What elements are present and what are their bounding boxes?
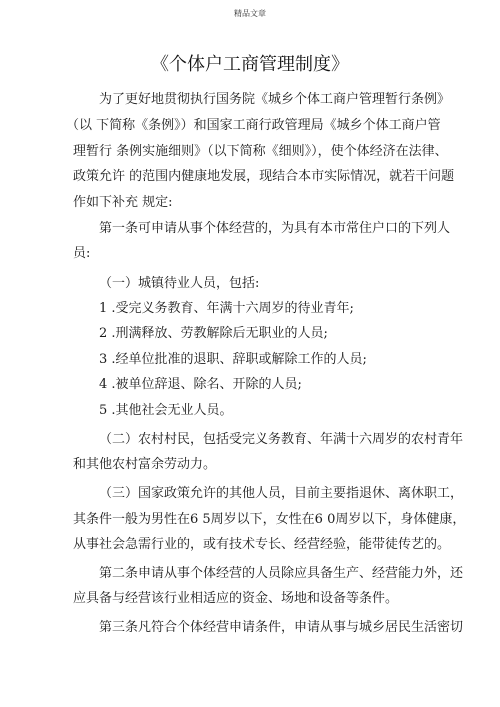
document-title: 《个体户工商管理制度》	[151, 54, 349, 75]
body-line: 从事社会急需行业的，或有技术专长、经营经验，能带徒传艺的。	[73, 537, 451, 552]
body-line: 其条件一般为男性在6 5周岁以下，女性在6 0周岁以下，身体健康，	[73, 512, 466, 527]
body-line: 第一条可申请从事个体经营的，为具有本市常住户口的下列人	[99, 221, 451, 236]
body-line: 理暂行 条例实施细则》（以下简称《细则》），使个体经济在法律、	[73, 144, 448, 159]
body-line: （三）国家政策允许的其他人员，目前主要指退休、离休职工，	[99, 486, 464, 501]
body-line: 应具备与经营该行业相适应的资金、场地和设备等条件。	[73, 591, 399, 606]
body-line: 4 .被单位辞退、除名、开除的人员;	[99, 377, 302, 392]
header-label: 精品文章	[234, 9, 266, 18]
body-line: 5 .其他社会无业人员。	[99, 403, 233, 418]
body-line: 1 .受完义务教育、年满十六周岁的待业青年;	[99, 301, 354, 316]
body-line: （以 下简称《条例》）和国家工商行政管理局《城乡个体工商户管	[66, 118, 441, 133]
body-line: 和其他农村富余劳动力。	[73, 457, 217, 472]
body-line: 3 .经单位批准的退职、辞职或解除工作的人员;	[99, 352, 367, 367]
body-line: 第二条申请从事个体经营的人员除应具备生产、经营能力外，还	[99, 566, 464, 581]
body-line: （一）城镇待业人员，包括:	[99, 276, 260, 291]
body-line: 第三条凡符合个体经营申请条件，申请从事与城乡居民生活密切	[99, 620, 464, 635]
body-line: （二）农村村民，包括受完义务教育、年满十六周岁的农村青年	[99, 432, 464, 447]
body-line: 政策允许 的范围内健康地发展，现结合本市实际情况，就若干问题	[73, 169, 455, 184]
body-line: 员:	[73, 246, 91, 261]
body-line: 作如下补充 规定:	[73, 195, 173, 210]
body-line: 2 .刑满释放、劳教解除后无职业的人员;	[99, 326, 328, 341]
body-line: 为了更好地贯彻执行国务院《城乡个体工商户管理暂行条例》	[99, 92, 451, 107]
